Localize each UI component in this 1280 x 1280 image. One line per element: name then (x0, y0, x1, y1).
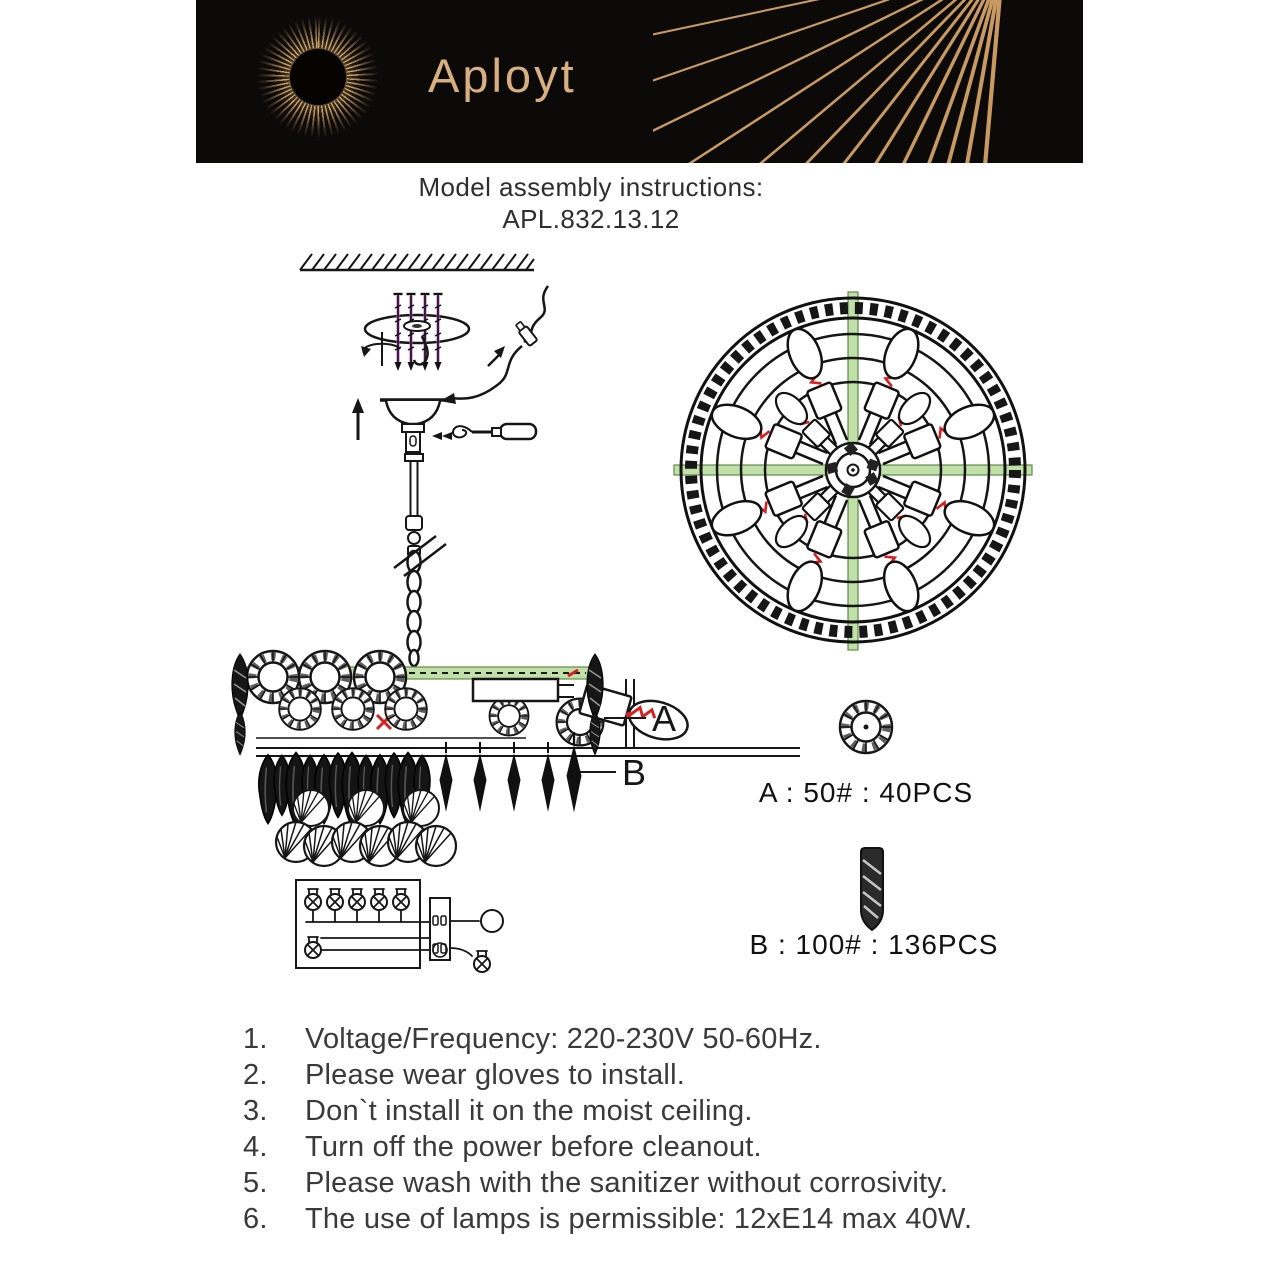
instruction-item (243, 1021, 1053, 1057)
part-a-label: A : 50# : 40PCS (758, 777, 974, 808)
title-block (196, 171, 986, 235)
starburst-logo-icon (258, 17, 378, 137)
instruction-item (243, 1129, 1053, 1165)
brand-banner (196, 0, 1083, 163)
instruction-text: Please wash with the sanitizer without corrosivity. (305, 1167, 949, 1199)
part-b-icon (861, 848, 883, 930)
instruction-number: 3. (243, 1095, 268, 1127)
chandelier-side-view (232, 651, 800, 866)
callout-a-label: A (652, 698, 677, 739)
instruction-text: Turn off the power before cleanout. (305, 1131, 762, 1163)
instruction-text: Voltage/Frequency: 220-230V 50-60Hz. (305, 1023, 822, 1055)
instruction-text: Please wear gloves to install. (305, 1059, 685, 1091)
instruction-number: 1. (243, 1023, 268, 1055)
instruction-text: The use of lamps is permissible: 12xE14 max 40W. (305, 1203, 973, 1235)
brand-name: Aployt (428, 49, 577, 102)
instruction-item (243, 1093, 1053, 1129)
part-b-label: B : 100# : 136PCS (749, 929, 999, 960)
instruction-number: 6. (243, 1203, 268, 1235)
document-title: Model assembly instructions: (418, 172, 764, 202)
callout-b-label: B (622, 752, 647, 793)
assembly-diagram (196, 250, 1083, 1010)
instruction-text: Don`t install it on the moist ceiling. (305, 1095, 753, 1127)
instructions-list (243, 1021, 1053, 1237)
chain-suspension (394, 454, 446, 666)
model-number: APL.832.13.12 (502, 204, 680, 234)
wiring-diagram (296, 880, 503, 972)
instruction-item (243, 1201, 1053, 1237)
part-a-icon (840, 701, 892, 753)
corner-rays-icon (653, 0, 1083, 163)
instruction-item (243, 1165, 1053, 1201)
canopy-diagram (352, 398, 536, 452)
ceiling-mount-diagram (300, 254, 548, 404)
instruction-item (243, 1057, 1053, 1093)
instruction-number: 5. (243, 1167, 268, 1199)
chandelier-top-view (674, 292, 1032, 650)
instruction-number: 4. (243, 1131, 268, 1163)
instruction-number: 2. (243, 1059, 268, 1091)
